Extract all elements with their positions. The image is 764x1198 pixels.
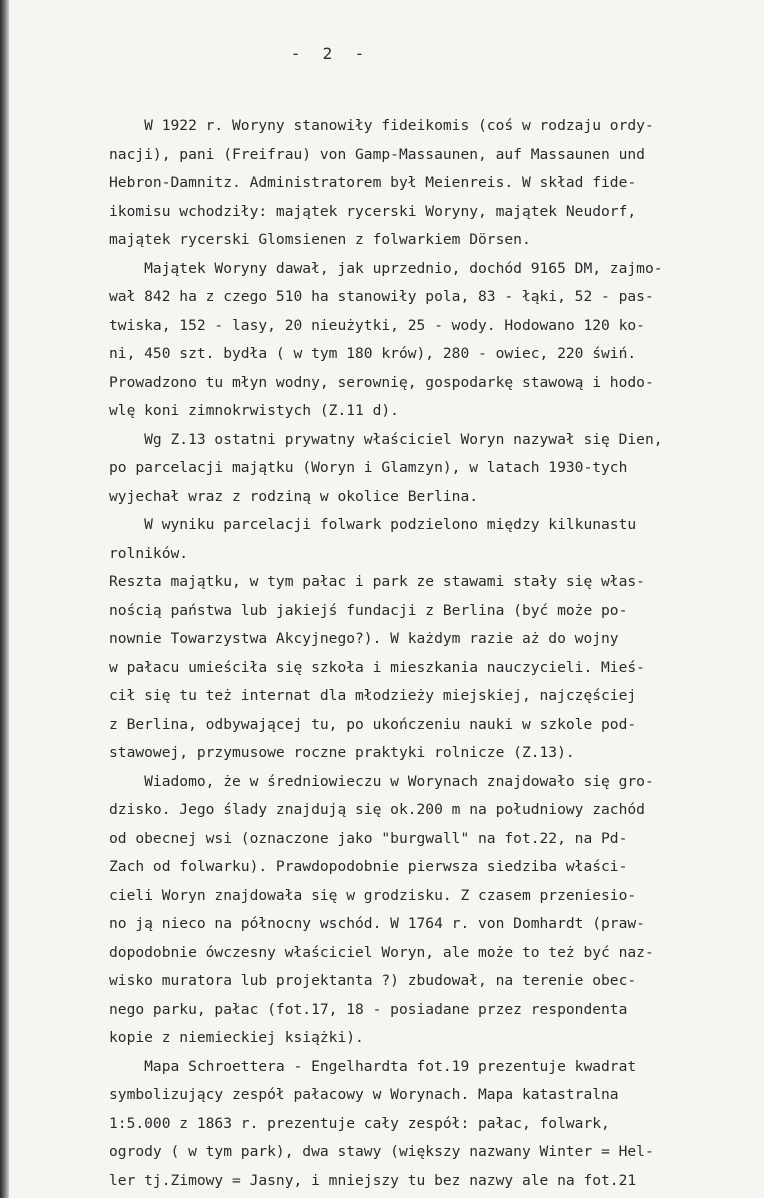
text-line: twiska, 152 - lasy, 20 nieużytki, 25 - wody. Hodowano 120 ko- <box>109 316 645 334</box>
text-line: w pałacu umieściła się szkoła i mieszkania nauczycieli. Mieś- <box>109 658 645 676</box>
text-line: wlę koni zimnokrwistych (Z.11 d). <box>109 402 399 419</box>
text-line: z Berlina, odbywającej tu, po ukończeniu nauki w szkole pod- <box>109 715 637 733</box>
text-line: rolników. <box>109 544 189 562</box>
text-line: wisko muratora lub projektanta ?) zbudował, na terenie obec- <box>109 972 637 989</box>
text-line: wyjechał wraz z rodziną w okolice Berlina. <box>109 487 479 505</box>
body-text <box>109 112 764 1195</box>
text-line: dopodobnie ówczesny właściciel Woryn, ale może to też być naz- <box>109 943 654 961</box>
text-line: Zach od folwarku). Prawdopodobnie pierwsza siedziba właści- <box>109 858 628 875</box>
text-line: Hebron-Damnitz. Administratorem był Meienreis. W skład fide- <box>109 174 637 191</box>
text-line: nego parku, pałac (fot.17, 18 - posiadane przez respondenta <box>109 1000 628 1018</box>
text-line: majątek rycerski Glomsienen z folwarkiem Dörsen. <box>109 231 531 248</box>
text-line: ikomisu wchodziły: majątek rycerski Woryny, majątek Neudorf, <box>109 202 637 220</box>
text-line: W wyniku parcelacji folwark podzielono między kilkunastu <box>109 516 637 533</box>
text-line: Wiadomo, że w średniowieczu w Worynach znajdowało się gro- <box>109 772 654 790</box>
text-line: Reszta majątku, w tym pałac i park ze stawami stały się włas- <box>109 573 645 590</box>
text-line: nownie Towarzystwa Akcyjnego?). W każdym razie aż do wojny <box>109 630 619 647</box>
text-line: cił się tu też internat dla młodzieży miejskiej, najczęściej <box>109 687 637 704</box>
text-line: ogrody ( w tym park), dwa stawy (większy nazwany Winter = Hel- <box>109 1143 654 1160</box>
page-edge-shadow <box>0 0 9 1198</box>
text-line: ler tj.Zimowy = Jasny, i mniejszy tu bez nazwy ale na fot.21 <box>109 1171 637 1189</box>
text-line: Mapa Schroettera - Engelhardta fot.19 prezentuje kwadrat <box>109 1057 637 1075</box>
text-line: kopie z niemieckiej książki). <box>109 1029 364 1046</box>
page-number: - 2 - <box>290 44 366 63</box>
text-line: od obecnej wsi (oznaczone jako "burgwall" na fot.22, na Pd- <box>109 829 628 847</box>
text-line: symbolizujący zespół pałacowy w Worynach. Mapa katastralna <box>109 1086 619 1103</box>
text-line: Wg Z.13 ostatni prywatny właściciel Woryn nazywał się Dien, <box>109 430 663 448</box>
text-line: cieli Woryn znajdowała się w grodzisku. Z czasem przeniesio- <box>109 886 637 904</box>
text-line: Prowadzono tu młyn wodny, serownię, gospodarkę stawową i hodo- <box>109 373 654 391</box>
text-line: dzisko. Jego ślady znajdują się ok.200 m na południowy zachód <box>109 801 645 818</box>
text-line: Majątek Woryny dawał, jak uprzednio, dochód 9165 DM, zajmo- <box>109 259 663 277</box>
text-line: no ją nieco na północny wschód. W 1764 r. von Domhardt (praw- <box>109 915 645 932</box>
text-line: stawowej, przymusowe roczne praktyki rolnicze (Z.13). <box>109 744 575 761</box>
text-line: wał 842 ha z czego 510 ha stanowiły pola, 83 - łąki, 52 - pas- <box>109 288 654 305</box>
text-line: ni, 450 szt. bydła ( w tym 180 krów), 280 - owiec, 220 świń. <box>109 345 637 362</box>
text-line: nością państwa lub jakiejś fundacji z Berlina (być może po- <box>109 601 628 619</box>
text-line: W 1922 r. Woryny stanowiły fideikomis (coś w rodzaju ordy- <box>109 117 654 134</box>
text-line: po parcelacji majątku (Woryn i Glamzyn), w latach 1930-tych <box>109 459 628 476</box>
text-line: nacji), pani (Freifrau) von Gamp-Massaunen, auf Massaunen und <box>109 145 645 163</box>
text-line: 1:5.000 z 1863 r. prezentuje cały zespół: pałac, folwark, <box>109 1114 610 1132</box>
